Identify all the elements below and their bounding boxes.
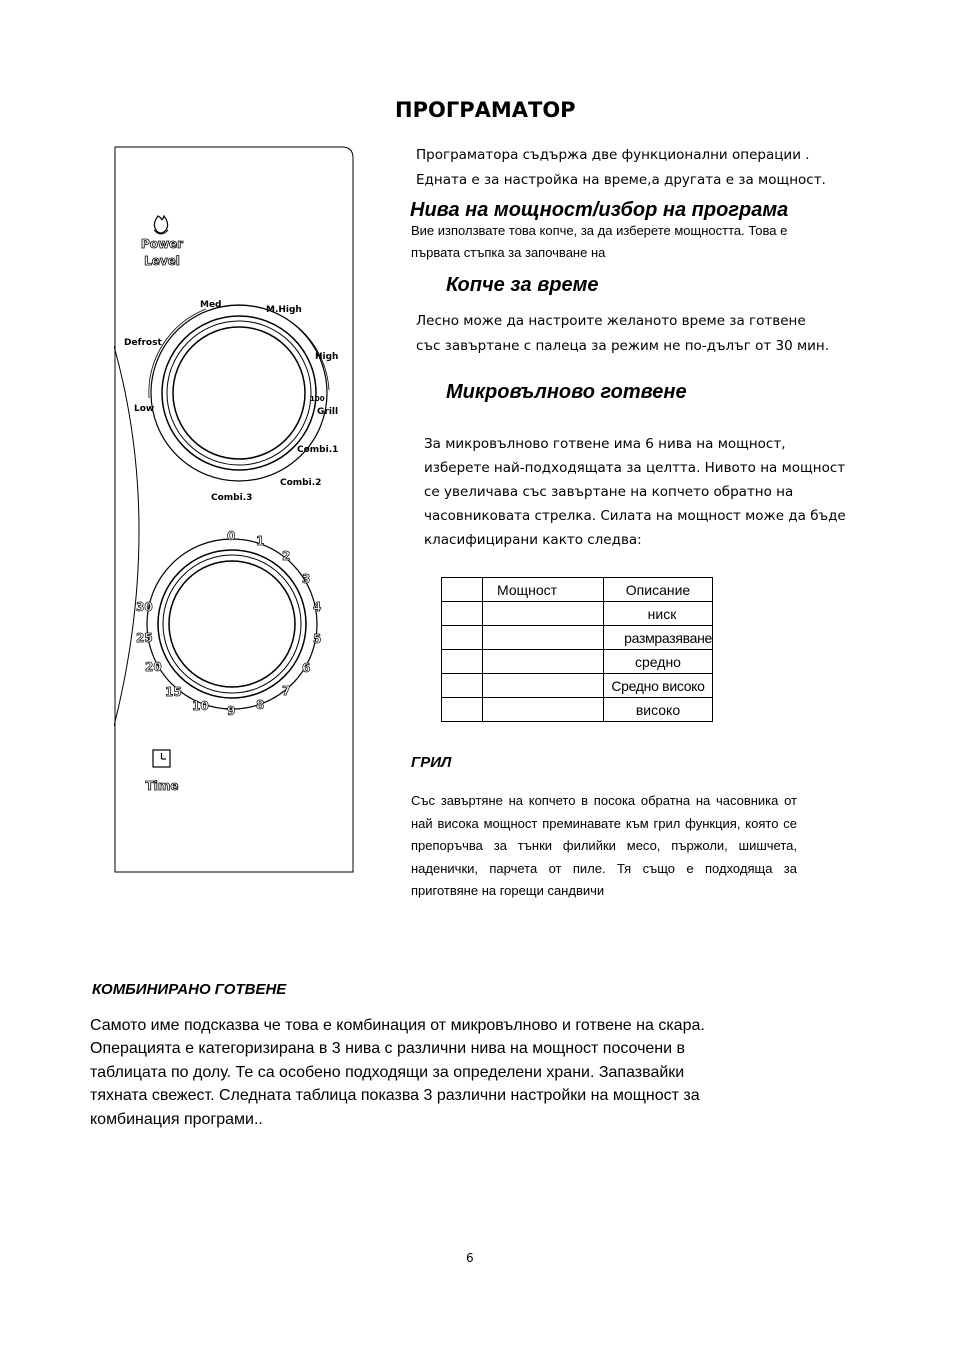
page-number: 6 bbox=[466, 1251, 474, 1265]
combo-heading: КОМБИНИРАНО ГОТВЕНЕ bbox=[92, 981, 287, 998]
table-cell: ниск bbox=[604, 602, 713, 626]
power-label-combi2: Combi.2 bbox=[280, 478, 322, 488]
table-cell bbox=[442, 650, 483, 674]
table-cell bbox=[442, 674, 483, 698]
power-text-1: Вие използвате това копче, за да изберете мощността. Това е bbox=[411, 223, 788, 238]
table-row bbox=[442, 602, 713, 626]
table-row bbox=[442, 674, 713, 698]
microwave-heading: Микровълново готвене bbox=[446, 381, 687, 403]
power-table bbox=[441, 577, 713, 722]
table-cell bbox=[483, 650, 604, 674]
timer-text-2: със завъртане с палеца за режим не по-дълъг от 30 мин. bbox=[416, 338, 830, 354]
table-cell: средно bbox=[604, 650, 713, 674]
table-row bbox=[442, 650, 713, 674]
table-header-cell: Описание bbox=[604, 578, 713, 602]
timer-label-3: 3 bbox=[302, 572, 311, 586]
table-cell bbox=[483, 674, 604, 698]
timer-label-30: 30 bbox=[136, 600, 153, 614]
table-row bbox=[442, 698, 713, 722]
power-label-combi3: Combi.3 bbox=[211, 493, 253, 503]
timer-label-8: 8 bbox=[256, 698, 265, 712]
table-cell bbox=[442, 626, 483, 650]
timer-label-25: 25 bbox=[136, 631, 153, 645]
table-header-cell bbox=[442, 578, 483, 602]
table-cell bbox=[483, 626, 604, 650]
timer-label-7: 7 bbox=[282, 684, 291, 698]
combo-line: тяхната свежест. Следната таблица показва 3 различни настройки на мощност за bbox=[90, 1087, 700, 1105]
power-level-label-2: Level bbox=[144, 254, 180, 268]
microwave-text-4: часовниковата стрелка. Силата на мощност може да бъде bbox=[424, 508, 846, 524]
timer-label-6: 6 bbox=[302, 661, 311, 675]
power-label-defrost: Defrost bbox=[124, 338, 162, 348]
power-label-combi1: Combi.1 bbox=[297, 445, 339, 455]
power-label-mhigh: M.High bbox=[266, 305, 302, 315]
microwave-text-2: изберете най-подходящата за целтта. Нивото на мощност bbox=[424, 460, 846, 476]
table-cell bbox=[483, 698, 604, 722]
combo-line: комбинация програми.. bbox=[90, 1110, 263, 1128]
power-heading: Нива на мощност/избор на програма bbox=[410, 199, 789, 221]
power-label-high: High bbox=[315, 352, 339, 362]
timer-label-1: 1 bbox=[256, 534, 265, 548]
power-label-grill: Grill bbox=[317, 407, 339, 417]
intro-line-2: Едната е за настройка на време,а другата е за мощност. bbox=[416, 172, 826, 188]
table-cell: Средно високо bbox=[604, 674, 713, 698]
timer-knob[interactable] bbox=[147, 539, 317, 709]
clock-icon bbox=[153, 750, 170, 767]
table-row bbox=[442, 626, 713, 650]
power-text-2: първата стъпка за започване на bbox=[411, 245, 606, 260]
combo-line: таблицата по долу. Те са особено подходящи за определени храни. Запазвайки bbox=[90, 1063, 685, 1081]
time-label: Time bbox=[145, 779, 179, 793]
microwave-text-1: За микровълново готвене има 6 нива на мощност, bbox=[424, 436, 786, 452]
power-label-grill-num: 100 bbox=[310, 395, 325, 403]
table-cell bbox=[442, 602, 483, 626]
timer-text-1: Лесно може да настроите желаното време за готвене bbox=[416, 313, 806, 329]
timer-label-9: 9 bbox=[227, 704, 236, 718]
table-cell: високо bbox=[604, 698, 713, 722]
intro-line-1: Програматора съдържа две функционални операции . bbox=[416, 147, 810, 163]
timer-label-4: 4 bbox=[313, 600, 322, 614]
grill-text: Със завъртяне на копчето в посока обратна на часовника от най висока мощност преминавате към грил функция, която се препоръчва за тънки филийки месо, пържоли, шишчета, наденички, парчета от пиле. Тя също е подходяща за приготвяне на горещи сандвичи bbox=[411, 793, 797, 898]
timer-label-0: 0 bbox=[227, 529, 236, 543]
timer-label-15: 15 bbox=[165, 685, 182, 699]
combo-line: Самото име подсказва че това е комбинация от микровълново и готвене на скара. bbox=[90, 1017, 705, 1034]
control-panel-illustration bbox=[114, 146, 354, 873]
power-level-label-1: Power bbox=[140, 237, 184, 251]
table-header-row bbox=[442, 578, 713, 602]
table-cell bbox=[442, 698, 483, 722]
grill-heading: ГРИЛ bbox=[411, 754, 452, 771]
table-cell bbox=[483, 602, 604, 626]
microwave-text-3: се увеличава със завъртане на копчето обратно на bbox=[424, 484, 794, 500]
timer-heading: Копче за време bbox=[446, 274, 599, 296]
power-label-med: Med bbox=[200, 300, 222, 310]
microwave-text-5: класифицирани както следва: bbox=[424, 532, 642, 548]
page-title: ПРОГРАМАТОР bbox=[395, 98, 576, 122]
table-cell: размразяване bbox=[604, 626, 713, 650]
timer-label-2: 2 bbox=[282, 549, 291, 563]
power-label-low: Low bbox=[134, 404, 155, 414]
combo-text bbox=[90, 1014, 790, 1131]
combo-line: Операцията е категоризирана в 3 нива с различни нива на мощност посочени в bbox=[90, 1040, 686, 1058]
timer-label-20: 20 bbox=[145, 660, 162, 674]
timer-label-10: 10 bbox=[192, 699, 209, 713]
table-header-cell: Мощност bbox=[483, 578, 604, 602]
timer-label-5: 5 bbox=[313, 632, 322, 646]
power-level-icon bbox=[154, 216, 168, 234]
